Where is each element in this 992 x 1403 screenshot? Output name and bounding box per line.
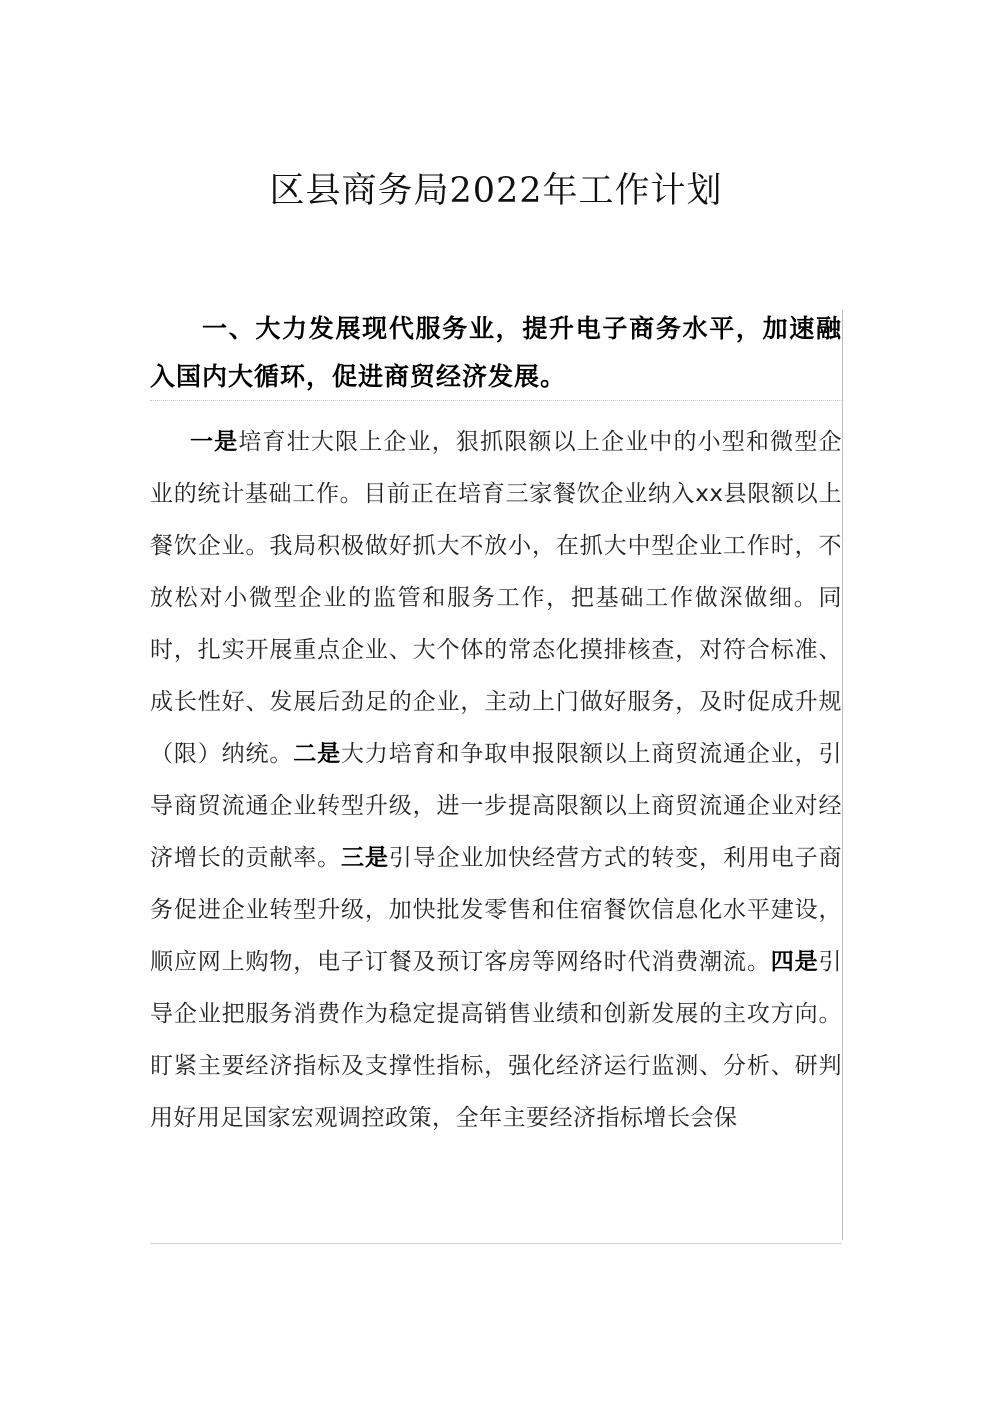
body-paragraph xyxy=(150,416,842,1144)
paragraph-text-4: 引导企业把服务消费作为稳定提高销售业绩和创新发展的主攻方向。盯紧主要经济指标及支撑性指标，强化经济运行监测、分析、研判用好用足国家宏观调控政策，全年主要经济指标增长会保 xyxy=(150,949,842,1131)
right-margin-bar xyxy=(842,310,843,1240)
document-title: 区县商务局2022年工作计划 xyxy=(269,171,723,211)
paragraph-text-2: 大力培育和争取申报限额以上商贸流通企业，引导商贸流通企业转型升级，进一步提高限额以上商贸流通企业对经济增长的贡献率。 xyxy=(150,741,842,871)
paragraph-text-1: 培育壮大限上企业，狠抓限额以上企业中的小型和微型企业的统计基础工作。目前正在培育三家餐饮企业纳入xx县限额以上餐饮企业。我局积极做好抓大不放小，在抓大中型企业工作时，不放松对小微型企业的监管和服务工作，把基础工作做深做细。同时，扎实开展重点企业、大个体的常态化摸排核查，对符合标准、成长性好、发展后劲足的企业，主动上门做好服务，及时促成升规（限）纳统。 xyxy=(150,429,843,767)
bottom-divider xyxy=(150,1243,842,1244)
lead-phrase-2: 二是 xyxy=(293,741,341,767)
dotted-divider xyxy=(150,400,842,401)
lead-phrase-1: 一是 xyxy=(190,429,239,455)
lead-phrase-4: 四是 xyxy=(770,949,819,975)
section-heading: 一、大力发展现代服务业，提升电子商务水平，加速融入国内大循环，促进商贸经济发展。 xyxy=(150,314,842,391)
lead-phrase-3: 三是 xyxy=(341,845,389,871)
paragraph-text-3: 引导企业加快经营方式的转变，利用电子商务促进企业转型升级，加快批发零售和住宿餐饮信息化水平建设，顺应网上购物，电子订餐及预订客房等网络时代消费潮流。 xyxy=(150,845,842,975)
